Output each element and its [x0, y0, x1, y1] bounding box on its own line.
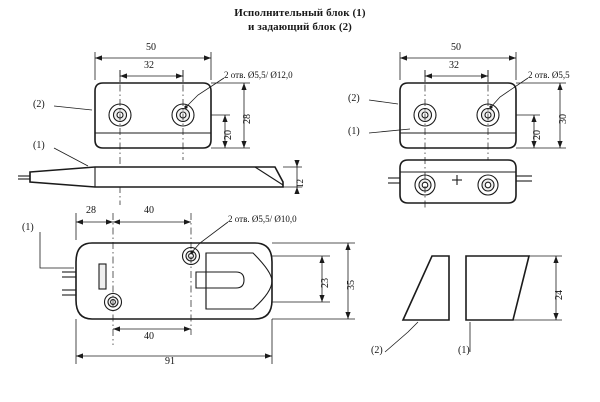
dim-label-20-top-right: 20	[532, 130, 543, 140]
dim-label-32-top-right: 32	[449, 60, 459, 71]
dim-label-23-bottom-left: 23	[320, 278, 331, 288]
dim-label-28-top-left: 28	[242, 114, 253, 124]
dim-40-upper-bottom-left	[113, 219, 191, 224]
part-label-1-top-right: (1)	[348, 126, 360, 137]
callout-label-top-right: 2 отв. Ø5,5	[528, 70, 570, 80]
section-profile-2	[403, 256, 449, 320]
dim-label-20-top-left: 20	[223, 130, 234, 140]
part-label-2-top-right: (2)	[348, 93, 360, 104]
section-profile-1	[466, 256, 529, 320]
drawing-title-line-2: и задающий блок (2)	[248, 21, 352, 33]
part-label-1-bottom-left: (1)	[22, 222, 34, 233]
dim-label-50-top-right: 50	[451, 42, 461, 53]
dim-label-28-bottom-left: 28	[86, 205, 96, 216]
part-leader-2-section	[385, 322, 418, 352]
dim-label-32-top-left: 32	[144, 60, 154, 71]
part-leader-1-top-left	[54, 148, 88, 166]
bottom-left-block-outline	[62, 243, 272, 319]
part-label-1-top-left: (1)	[33, 140, 45, 151]
top-right-block-lower-outline	[388, 160, 532, 203]
dim-28-bottom-left	[76, 213, 113, 240]
part-leader-2-top-left	[54, 106, 92, 110]
part-leader-2-top-right	[369, 100, 398, 104]
dim-label-12-top-left: 12	[295, 179, 305, 188]
part-label-2-section: (2)	[371, 345, 383, 356]
callout-label-bottom-left: 2 отв. Ø5,5/ Ø10,0	[228, 214, 297, 224]
top-right-hole-lower-right	[478, 175, 498, 195]
part-leader-1-bottom-left	[40, 232, 74, 268]
drawing-title-line-1: Исполнительный блок (1)	[234, 7, 366, 19]
callout-label-top-left: 2 отв. Ø5,5/ Ø12,0	[224, 70, 293, 80]
dim-12-top-left	[283, 160, 302, 194]
dim-label-50-top-left: 50	[146, 42, 156, 53]
dim-label-91-bottom-left: 91	[165, 356, 175, 367]
dim-label-40-lower-bottom-left: 40	[144, 331, 154, 342]
dim-label-24-bottom-right: 24	[554, 290, 565, 300]
dim-label-40-upper-bottom-left: 40	[144, 205, 154, 216]
dim-35-bottom-left	[272, 243, 355, 319]
dim-32-top-left	[120, 70, 183, 82]
top-left-side-profile	[18, 167, 283, 187]
part-label-1-section: (1)	[458, 345, 470, 356]
dim-32-top-right	[425, 70, 488, 82]
dim-label-30-top-right: 30	[558, 114, 569, 124]
dim-label-35-bottom-left: 35	[346, 280, 357, 290]
part-label-2-top-left: (2)	[33, 99, 45, 110]
